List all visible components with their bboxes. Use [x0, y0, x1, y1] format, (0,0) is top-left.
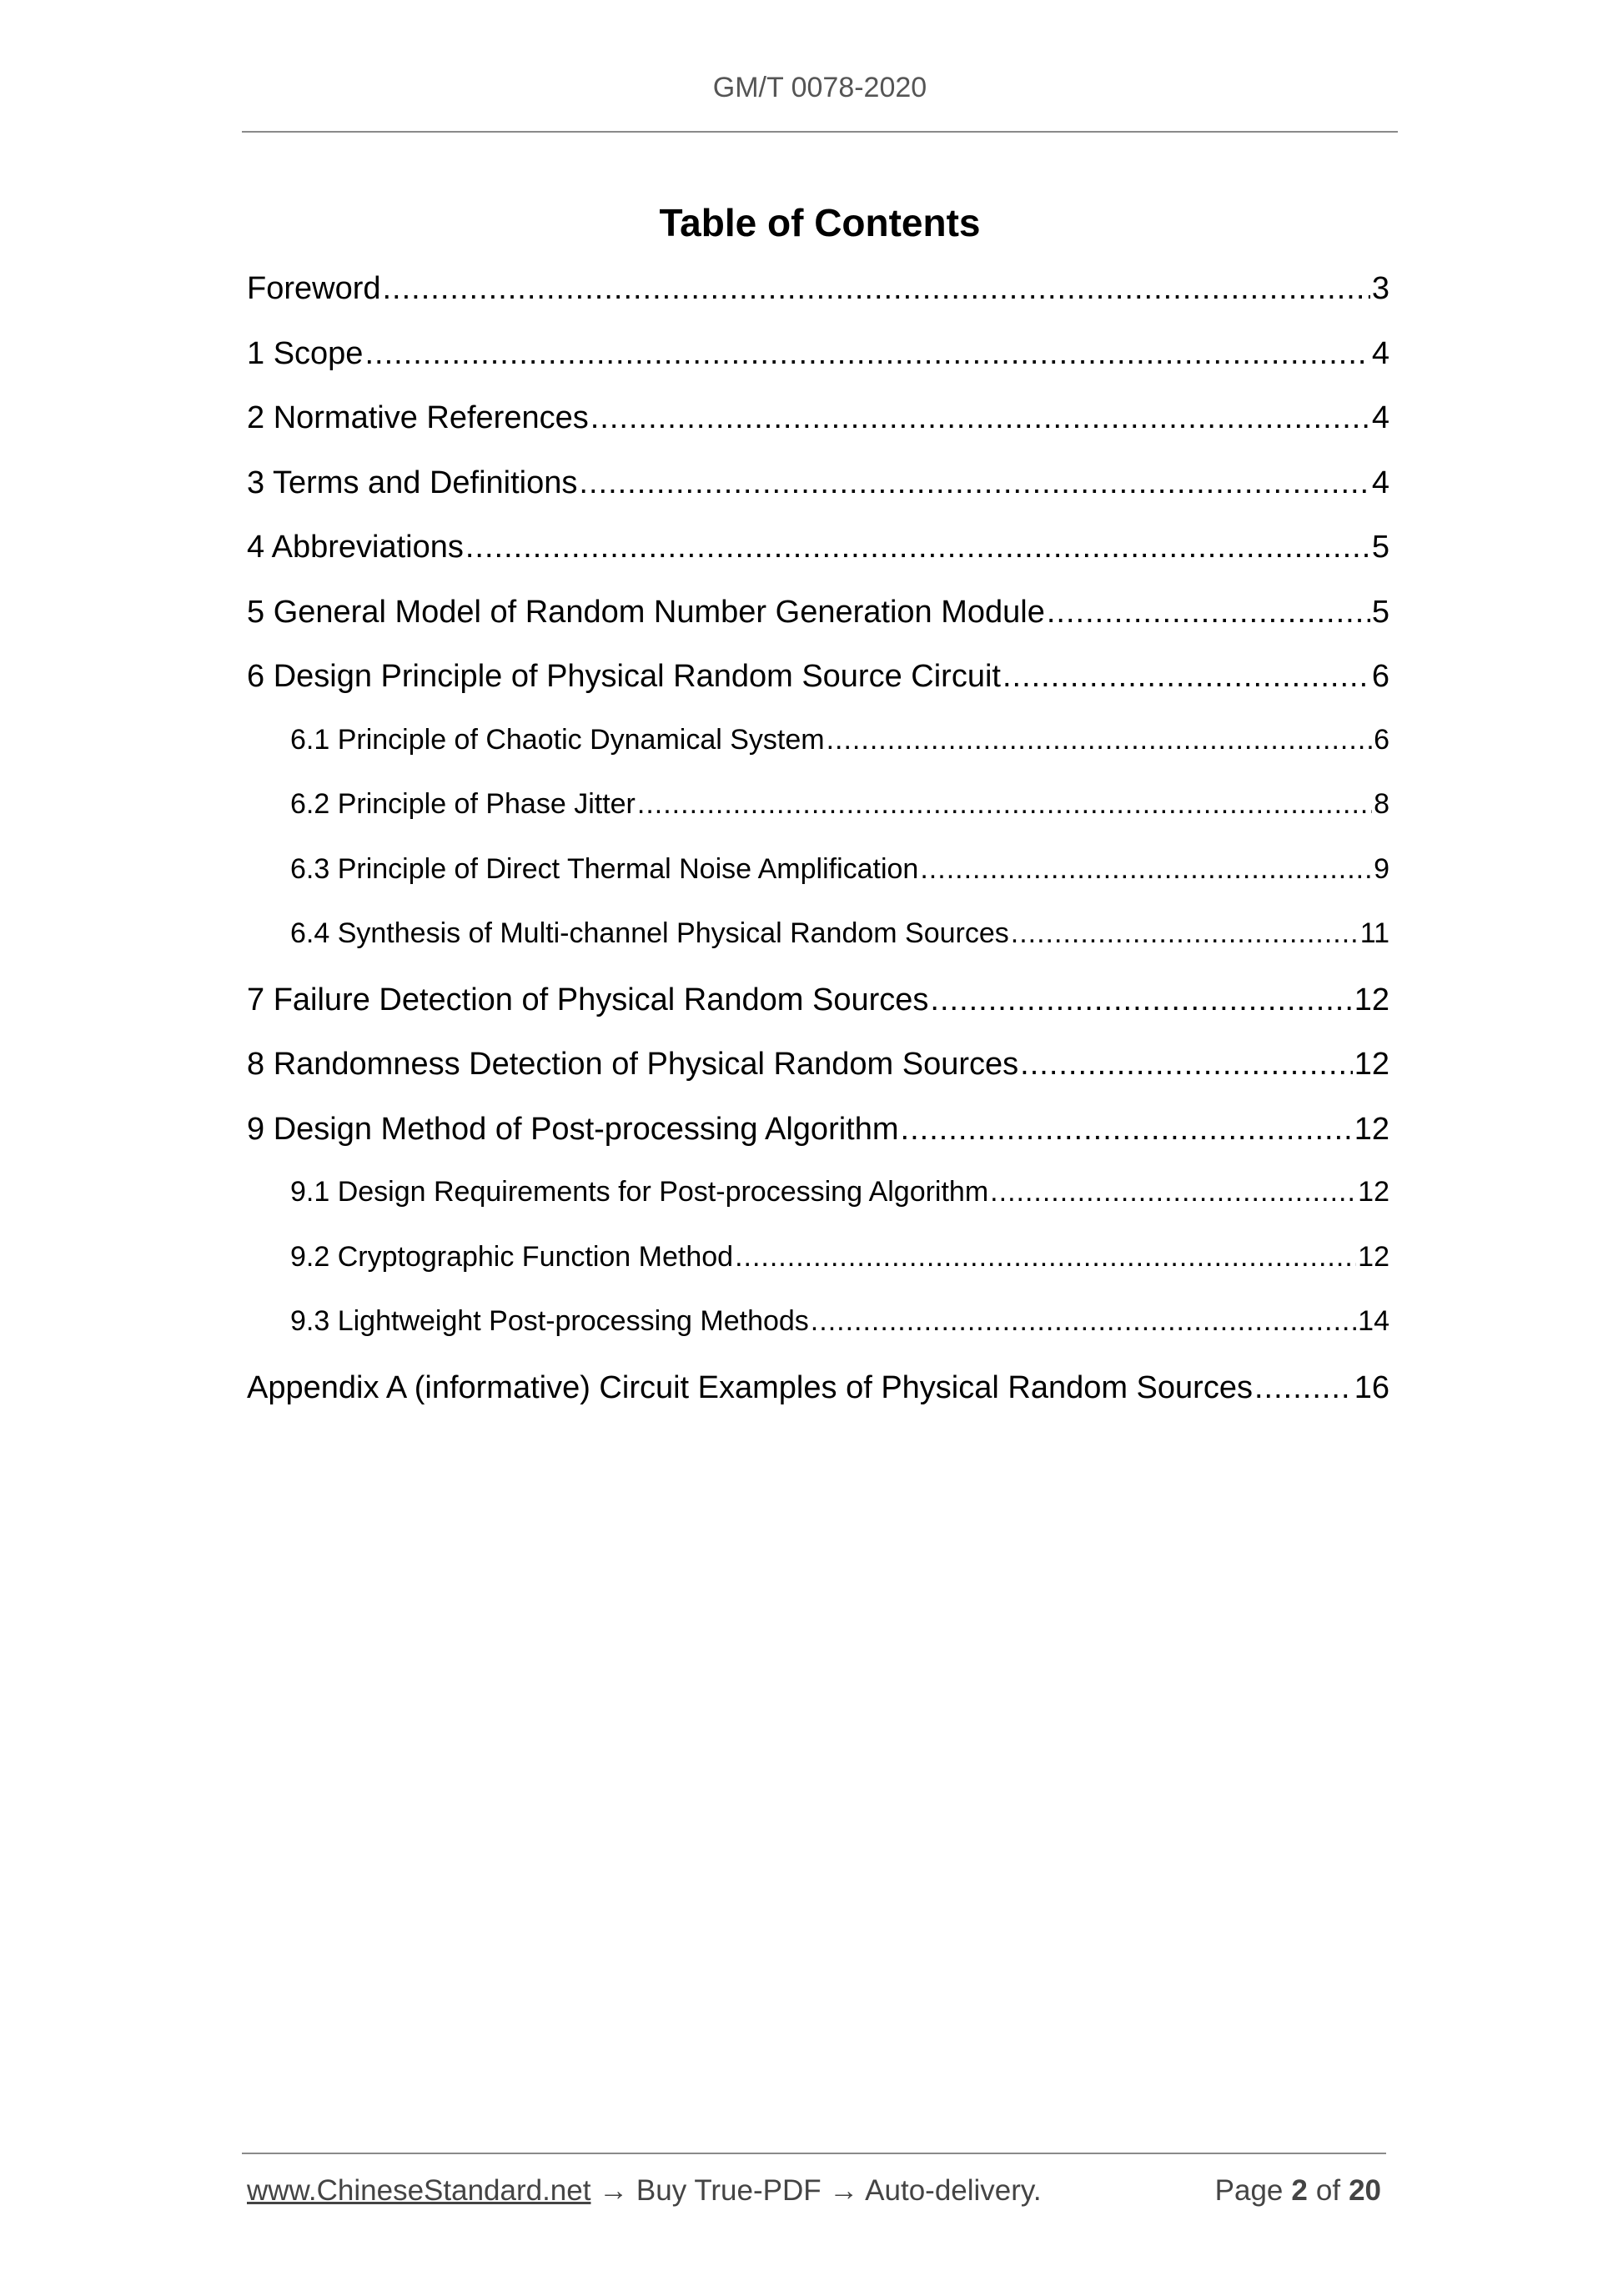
- toc-entry[interactable]: [247, 400, 1389, 465]
- toc-entry-label: 6.1 Principle of Chaotic Dynamical System: [290, 723, 825, 756]
- toc-entry-page-number: 8: [1374, 788, 1389, 820]
- toc-dot-leader: [637, 788, 1372, 821]
- toc-entry-page-number: 12: [1358, 1176, 1389, 1208]
- toc-entry-page-number: 5: [1371, 530, 1389, 565]
- toc-entry-label: 5 General Model of Random Number Generation Module: [247, 594, 1045, 630]
- of-word: of: [1315, 2174, 1341, 2207]
- toc-entry-label: 6 Design Principle of Physical Random Source Circuit: [247, 659, 1001, 694]
- toc-dot-leader: [827, 724, 1372, 756]
- page-word: Page: [1214, 2174, 1284, 2207]
- toc-entry-label: 1 Scope: [247, 335, 364, 371]
- toc-entry-page-number: 14: [1358, 1305, 1389, 1337]
- toc-dot-leader: [1020, 1047, 1353, 1083]
- toc-entry[interactable]: [247, 336, 1389, 401]
- toc-entry-label: 7 Failure Detection of Physical Random Sources: [247, 982, 929, 1017]
- toc-dot-leader: [364, 336, 1369, 372]
- toc-entry-page-number: 12: [1354, 982, 1389, 1017]
- toc-dot-leader: [920, 853, 1372, 886]
- toc-entry[interactable]: [247, 271, 1389, 336]
- toc-entry-page-number: 11: [1359, 917, 1389, 949]
- toc-entry-label: 6.3 Principle of Direct Thermal Noise Amplification: [290, 852, 919, 885]
- toc-dot-leader: [1047, 595, 1370, 631]
- footer-promo-text: → Buy True-PDF → Auto-delivery.: [590, 2174, 1042, 2207]
- toc-entry-label: 8 Randomness Detection of Physical Random Sources: [247, 1047, 1019, 1082]
- toc-dot-leader: [1011, 917, 1359, 950]
- toc-dot-leader: [735, 1241, 1356, 1274]
- toc-entry[interactable]: [247, 982, 1389, 1048]
- toc-entry[interactable]: [247, 917, 1389, 982]
- toc-entry-label: 6.4 Synthesis of Multi-channel Physical Random Sources: [290, 917, 1009, 949]
- page-indicator: [1215, 2174, 1381, 2208]
- toc-entry[interactable]: [247, 465, 1389, 530]
- toc-entry-page-number: 6: [1371, 659, 1389, 694]
- toc-entry-page-number: 3: [1371, 271, 1389, 306]
- toc-entry-label: 9.3 Lightweight Post-processing Methods: [290, 1305, 809, 1337]
- toc-dot-leader: [901, 1112, 1353, 1148]
- toc-entry[interactable]: [247, 724, 1389, 789]
- toc-dot-leader: [1002, 659, 1370, 695]
- toc-dot-leader: [465, 530, 1370, 565]
- website-link[interactable]: www.ChineseStandard.net: [247, 2174, 591, 2207]
- document-number-header: GM/T 0078-2020: [712, 72, 927, 103]
- toc-dot-leader: [383, 271, 1370, 307]
- toc-title: Table of Contents: [659, 201, 981, 244]
- toc-entry[interactable]: [247, 659, 1389, 724]
- toc-entry-page-number: 6: [1374, 723, 1389, 756]
- footer-promo: [247, 2174, 1042, 2208]
- toc-dot-leader: [990, 1176, 1356, 1208]
- toc-entry-label: Appendix A (informative) Circuit Examples of Physical Random Sources: [247, 1369, 1253, 1405]
- header-divider: [242, 131, 1398, 133]
- toc-entry-page-number: 16: [1354, 1369, 1389, 1405]
- toc-entry[interactable]: [247, 530, 1389, 595]
- toc-entry[interactable]: [247, 788, 1389, 853]
- toc-entry[interactable]: [247, 1176, 1389, 1241]
- toc-entry-page-number: 12: [1358, 1240, 1389, 1273]
- toc-entry-page-number: 5: [1371, 594, 1389, 630]
- toc-dot-leader: [590, 400, 1370, 436]
- toc-entry-label: 9.1 Design Requirements for Post-processing Algorithm: [290, 1176, 989, 1208]
- toc-list: [247, 271, 1389, 1434]
- toc-entry-page-number: 4: [1371, 335, 1389, 371]
- toc-entry-label: 9.2 Cryptographic Function Method: [290, 1240, 734, 1273]
- toc-entry-label: 2 Normative References: [247, 400, 589, 435]
- current-page-number: 2: [1291, 2174, 1308, 2207]
- toc-entry-label: 6.2 Principle of Phase Jitter: [290, 788, 636, 820]
- toc-dot-leader: [579, 465, 1369, 501]
- toc-entry[interactable]: [247, 1305, 1389, 1370]
- toc-entry[interactable]: [247, 853, 1389, 918]
- toc-entry[interactable]: [247, 1047, 1389, 1112]
- toc-entry-page-number: 4: [1371, 465, 1389, 500]
- toc-entry-label: 3 Terms and Definitions: [247, 465, 578, 500]
- toc-entry-label: Foreword: [247, 271, 381, 306]
- toc-entry-page-number: 9: [1374, 852, 1389, 885]
- toc-entry-page-number: 12: [1354, 1111, 1389, 1147]
- toc-entry-page-number: 12: [1354, 1047, 1389, 1082]
- total-page-count: 20: [1349, 2174, 1381, 2207]
- toc-entry[interactable]: [247, 1112, 1389, 1177]
- footer-divider: [242, 2153, 1386, 2154]
- toc-dot-leader: [811, 1305, 1356, 1338]
- toc-dot-leader: [930, 982, 1352, 1018]
- toc-entry[interactable]: [247, 1241, 1389, 1306]
- toc-entry[interactable]: [247, 595, 1389, 660]
- toc-entry-label: 4 Abbreviations: [247, 530, 464, 565]
- toc-entry[interactable]: [247, 1370, 1389, 1435]
- toc-entry-label: 9 Design Method of Post-processing Algorithm: [247, 1111, 899, 1147]
- toc-entry-page-number: 4: [1371, 400, 1389, 435]
- toc-dot-leader: [1254, 1370, 1353, 1406]
